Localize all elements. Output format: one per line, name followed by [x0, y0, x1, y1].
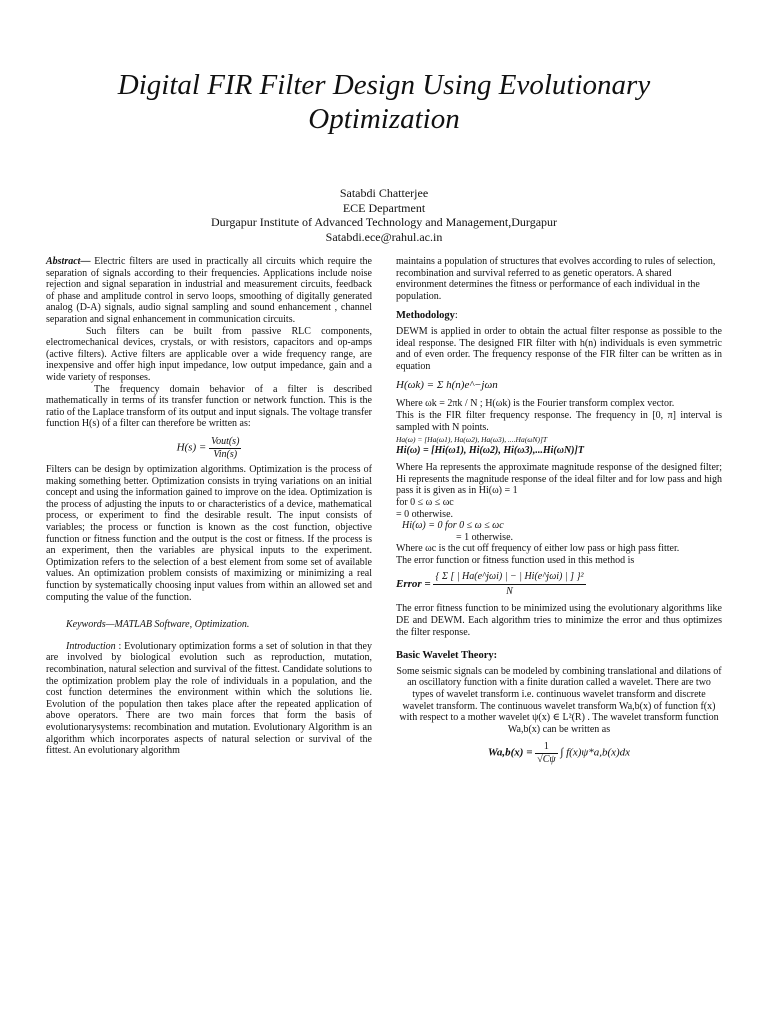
introduction-paragraph [46, 641, 372, 757]
equation-hi-vector: Hi(ω) = [Hi(ω1), Hi(ω2), Hi(ω3),...Hi(ωN)]T [396, 445, 584, 457]
equation-error-lhs: Error = [396, 578, 431, 591]
paragraph-where-omega: Where ωk = 2πk / N ; H(ωk) is the Fourier transform complex vector. [396, 398, 675, 410]
paragraph-error-minimized: The error fitness function to be minimized using the evolutionary algorithms like DE and DEWM. Each algorithm tries to minimize the error and thus optimizes the filter response. [396, 603, 722, 638]
condition-3: Hi(ω) = 0 for 0 ≤ ω ≤ ωc [402, 520, 504, 532]
condition-4: = 1 otherwise. [456, 531, 514, 543]
paragraph-error-function: The error function or fitness function used in this method is [396, 554, 635, 566]
methodology-heading: Methodology [396, 310, 455, 322]
equation-wavelet-denominator: √Cψ [537, 754, 556, 765]
paragraph-filters-built: Such filters can be built from passive RLC components, electromechanical devices, crystals, or with resistors, capacitors and op-amps (active filters). Active filters are applicable over a wide frequency range, are inexpensive and offer high input impedance, low output impedance, gain and a wide variety of responses. [46, 325, 372, 383]
paragraph-wavelet: Some seismic signals can be modeled by combining translational and dilations of an oscillatory function with a finite duration called a wavelet. There are two types of wavelet transform i.e. continuous wavelet transform and discrete wavelet transform. The continuous wavelet transform Wa,b(x) of function f(x) with respect to a mother wavelet ψ(x) ∈ L²(R) . The wavelet transform function Wa,b(x) can be written as [396, 665, 722, 735]
condition-2: = 0 otherwise. [396, 508, 454, 520]
paragraph-dewm: DEWM is applied in order to obtain the actual filter response as possible to the ideal response. The designed FIR filter with h(n) individuals is even symmetric and of even order. The frequency response of the FIR filter can be written as in equation [396, 325, 722, 372]
equation-error [396, 570, 722, 599]
equation-frequency-response: H(ωk) = Σ h(n)e^−jωn [396, 379, 498, 392]
methodology-heading-line [396, 310, 722, 322]
author-email: Satabdi.ece@rahul.ac.in [325, 229, 443, 244]
paragraph-ha-hi: Where Ha represents the approximate magnitude response of the designed filter; Hi represents the magnitude response of the ideal filter and for low pass and high pass it is given as in Hi(ω) = 1 [396, 462, 722, 497]
paragraph-optimization: Filters can be design by optimization algorithms. Optimization is the process of making something better. Optimization consists in trying variations on an initial concept and using the information gained to improve on the idea. Optimization is the process of adjusting the inputs to or characteristics of a device, mathematical process, or experiment to find the desirable result. The input consists of variables; the process or function is known as the cost function, objective function or fitness function and the output is the cost or fitness. If the process is an experiment, then the variables are physical inputs to the experiment. Optimization refers to the selection of a best element from some set of available values. An optimization problem consists of maximizing or minimizing a real function by systematically choosing input values from within an allowed set and computing the value of the function. [46, 464, 372, 603]
equation-hs-fraction [209, 436, 241, 460]
equation-ha-vector: Ha(ω) = [Ha(ω1), Ha(ω2), Ha(ω3), ....Ha(ωN)]T [396, 435, 548, 445]
paragraph-fir-sampled: This is the FIR filter frequency response. The frequency in [0, π] interval is sampled with N points. [396, 409, 722, 433]
equation-transfer-function [46, 436, 372, 460]
equation-wavelet-lhs: Wa,b(x) = [487, 747, 533, 760]
keywords-line: Keywords—MATLAB Software, Optimization. [66, 619, 250, 631]
wavelet-heading: Basic Wavelet Theory: [396, 650, 498, 662]
paragraph-cutoff: Where ωc is the cut off frequency of either low pass or high pass fitter. [396, 543, 680, 555]
equation-wavelet [396, 741, 722, 765]
author-institute: Durgapur Institute of Advanced Technology and Management,Durgapur [210, 215, 558, 229]
equation-wavelet-rhs: ∫ f(x)ψ*a,b(x)dx [560, 747, 631, 760]
equation-error-numerator: { Σ [ | Ha(e^jωi) | − | Hi(e^jωi) | ] }² [433, 570, 585, 585]
paragraph-frequency-domain: The frequency domain behavior of a filter is described mathematically in terms of its transfer function or network function. This is the ratio of the Laplace transform of its output and input signals. The voltage transfer function H(s) of a filter can therefore be written as: [46, 383, 372, 430]
equation-error-fraction [433, 570, 585, 599]
paper-title: Digital FIR Filter Design Using Evolutionary Optimization [117, 69, 651, 135]
introduction-text: : Evolutionary optimization forms a set of solution in that they are involved by biological evolution such as reproduction, mutation, recombination, natural selection and survival of the fittest. Candidate solutions to the optimization problem play the role of individuals in a population, and the cost function determines the environment within which the solutions lie. Evolution of the population then takes place after the repeated application of above operators. There are two main forces that form the basis of evolutionarysystems: recombination and mutation. Evolutionary Algorithm is an algorithm which incorporates aspects of natural selection or survival of the fittest. An evolutionary algorithm [46, 640, 372, 757]
equation-error-denominator: N [506, 586, 513, 598]
right-column [396, 256, 722, 770]
introduction-label: Introduction [66, 640, 116, 652]
author-block [40, 186, 728, 244]
abstract-dash: — [80, 256, 91, 267]
left-column [46, 256, 372, 757]
equation-hs-numerator: Vout(s) [211, 435, 240, 447]
abstract-paragraph [46, 256, 372, 326]
condition-1: for 0 ≤ ω ≤ ωc [396, 496, 454, 508]
equation-wavelet-numerator: 1 [535, 741, 557, 754]
author-name: Satabdi Chatterjee [339, 186, 429, 200]
paragraph-population: maintains a population of structures that evolves according to rules of selection, recombination and survival referred to as genetic operators. A shared environment determines the fitness or performance of each individual in the population. [396, 256, 716, 302]
abstract-text: Electric filters are used in practically all circuits which require the separation of signals according to their frequencies. Applications include noise rejection and signal separation in industrial and measurement circuits, feedback of phase and amplitude control in servo loops, smoothing of digitally generated analog (D-A) signals, audio signal sampling and sound enhancement , channel separation and signal enhancement in communication circuits. [46, 256, 372, 325]
author-department: ECE Department [342, 200, 426, 215]
methodology-colon: : [454, 310, 458, 322]
equation-wavelet-fraction [535, 741, 557, 765]
equation-hs-denominator: Vin(s) [213, 448, 238, 460]
equation-hs-lhs: H(s) = [176, 441, 207, 454]
abstract-label: Abstract [46, 256, 81, 267]
